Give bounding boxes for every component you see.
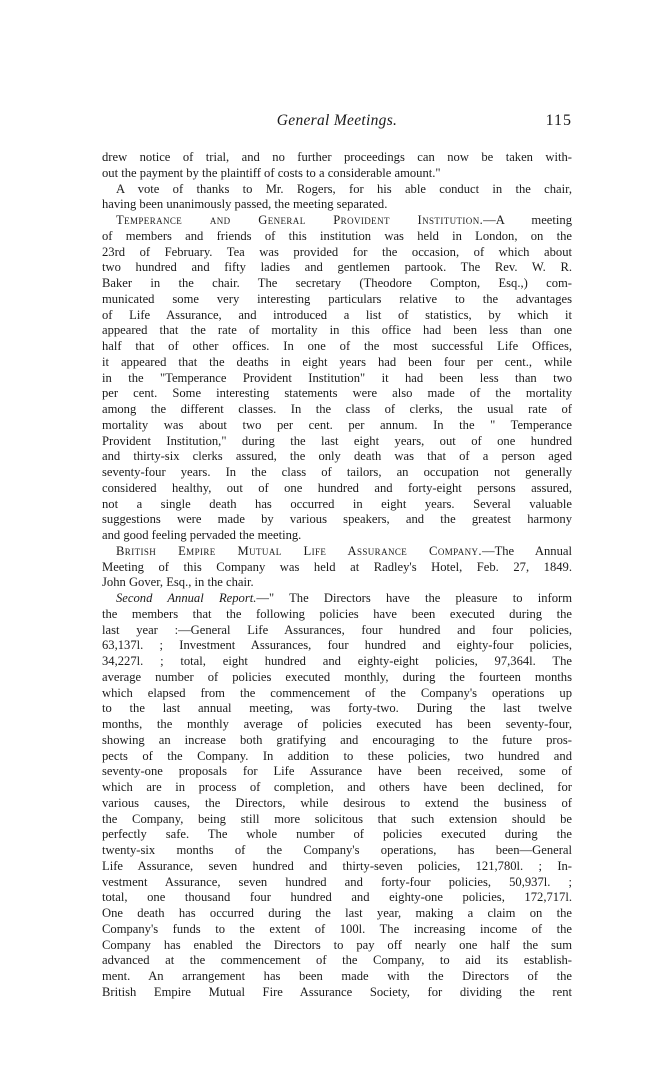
section-heading: Temperance and General Provident Institution. bbox=[116, 213, 484, 227]
text-line: A vote of thanks to Mr. Rogers, for his able conduct in the chair, bbox=[116, 181, 572, 196]
text-line: not a single death has occurred in eight years. Several valuable bbox=[102, 496, 572, 511]
section-heading: British Empire Mutual Life Assurance Company. bbox=[116, 543, 482, 558]
paragraph-temperance-institution bbox=[102, 213, 572, 544]
text-line: suggestions were made by various speakers, and the greatest harmony bbox=[102, 512, 572, 527]
page-header bbox=[102, 112, 572, 134]
text-line: of members and friends of this institution was held in London, on the bbox=[102, 228, 572, 243]
text-line: having been unanimously passed, the meeting separated. bbox=[102, 197, 388, 212]
text-line: British Empire Mutual Fire Assurance Society, for dividing the rent bbox=[102, 984, 572, 999]
text-line: 63,137l. ; Investment Assurances, four hundred and eighty-four policies, bbox=[102, 638, 572, 653]
text-line: Temperance and General Provident Institution.—A meeting bbox=[116, 213, 572, 227]
text-line: 34,227l. ; total, eight hundred and eighty-eight policies, 97,364l. The bbox=[102, 654, 572, 668]
text-line: it appeared that the deaths in eight years had been four per cent., while bbox=[102, 354, 572, 369]
text-line: drew notice of trial, and no further proceedings can now be taken with- bbox=[102, 150, 572, 164]
text-line: seventy-one proposals for Life Assurance have been received, some of bbox=[102, 764, 572, 779]
text-line: the members that the following policies have been executed during the bbox=[102, 606, 572, 621]
text-line: total, one thousand four hundred and eighty-one policies, 172,717l. bbox=[102, 890, 572, 905]
text-line: pects of the Company. In addition to these policies, two hundred and bbox=[102, 748, 572, 763]
text-line: out the payment by the plaintiff of costs to a considerable amount." bbox=[102, 165, 441, 180]
body-text bbox=[102, 150, 572, 1001]
text-line: considered healthy, out of one hundred and forty-eight persons assured, bbox=[102, 480, 572, 495]
running-title: General Meetings. bbox=[276, 112, 398, 129]
text-line: mortality was about two per cent. per annum. In the " Temperance bbox=[102, 417, 572, 432]
text-line: of Life Assurance, and introduced a list of statistics, by which it bbox=[102, 307, 572, 322]
text-line: months, the monthly average of policies executed has been seventy-four, bbox=[102, 717, 572, 731]
text-line: and thirty-six clerks assured, the only death was that of a person aged bbox=[102, 449, 572, 464]
text-line: Life Assurance, seven hundred and thirty-seven policies, 121,780l. ; In- bbox=[102, 858, 572, 873]
text-line: average number of policies executed monthly, during the fourteen months bbox=[102, 669, 572, 684]
text-line: Company has enabled the Directors to pay off nearly one half the sum bbox=[102, 937, 572, 952]
text-line: last year :—General Life Assurances, four hundred and four policies, bbox=[102, 622, 572, 637]
text-line: Baker in the chair. The secretary (Theodore Compton, Esq.,) com- bbox=[102, 276, 572, 290]
text-line: the Company, being still more solicitous that such extension should be bbox=[102, 811, 572, 826]
text-line: and good feeling pervaded the meeting. bbox=[102, 528, 302, 542]
paragraph-british-empire-meeting bbox=[102, 544, 572, 591]
text-line: among the different classes. In the class of clerks, the usual rate of bbox=[102, 402, 572, 416]
report-heading: Second Annual Report. bbox=[116, 591, 257, 605]
text-line: in the "Temperance Provident Institution" it had been less than two bbox=[102, 370, 572, 385]
text-line: twenty-six months of the Company's operations, has been—General bbox=[102, 843, 572, 857]
text-line: which are in process of completion, and others have been declined, for bbox=[102, 780, 572, 794]
text-line: per cent. Some interesting statements were also made of the mortality bbox=[102, 386, 572, 401]
text-line: municated some very interesting particulars relative to the advantages bbox=[102, 291, 572, 306]
text-line: showing an increase both gratifying and encouraging to the future pros- bbox=[102, 732, 572, 747]
text-line: which elapsed from the commencement of the Company's operations up bbox=[102, 685, 572, 700]
text-line: Second Annual Report.—" The Directors have the pleasure to inform bbox=[116, 591, 572, 605]
text-line: two hundred and fifty ladies and gentlemen partook. The Rev. W. R. bbox=[102, 260, 572, 275]
text-line: Company's funds to the extent of 100l. The increasing income of the bbox=[102, 921, 572, 936]
text-line: One death has occurred during the last year, making a claim on the bbox=[102, 906, 572, 920]
text-line: appeared that the rate of mortality in this office had been less than one bbox=[102, 323, 572, 338]
text-line: perfectly safe. The whole number of policies executed during the bbox=[102, 827, 572, 842]
text-line: John Gover, Esq., in the chair. bbox=[102, 575, 254, 590]
text-line: British Empire Mutual Life Assurance Company.—The Annual bbox=[116, 543, 572, 558]
text-line: half that of other offices. In one of the most successful Life Offices, bbox=[102, 339, 572, 353]
text-line: vestment Assurance, seven hundred and forty-four policies, 50,937l. ; bbox=[102, 874, 572, 889]
text-line: Provident Institution," during the last eight years, out of one hundred bbox=[102, 433, 572, 448]
text-line: Meeting of this Company was held at Radley's Hotel, Feb. 27, 1849. bbox=[102, 559, 572, 574]
text-line: 23rd of February. Tea was provided for the occasion, of which about bbox=[102, 244, 572, 259]
page-number: 115 bbox=[545, 112, 572, 129]
paragraph-second-annual-report bbox=[102, 591, 572, 1001]
paragraph-rogers-vote bbox=[102, 150, 572, 213]
text-line: seventy-four years. In the class of tailors, an occupation not generally bbox=[102, 465, 572, 479]
text-line: various causes, the Directors, while desirous to extend the business of bbox=[102, 795, 572, 810]
text-line: advanced at the commencement of the Company, to aid its establish- bbox=[102, 953, 572, 968]
text-line: ment. An arrangement has been made with the Directors of the bbox=[102, 969, 572, 983]
text-line: to the last annual meeting, was forty-two. During the last twelve bbox=[102, 701, 572, 716]
